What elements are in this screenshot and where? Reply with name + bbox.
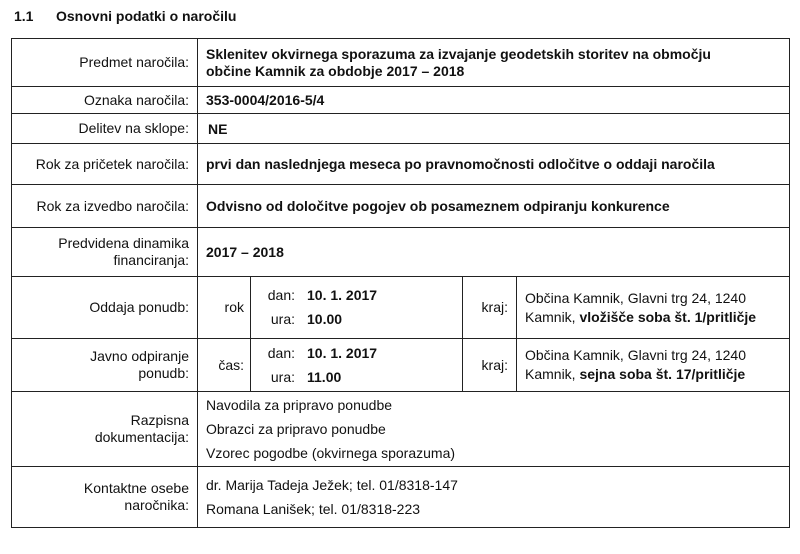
- row-rok-pricetek: [12, 144, 790, 185]
- value-predmet: [198, 39, 790, 87]
- odpiranje-address-room: sejna soba št. 17/pritličje: [579, 366, 746, 382]
- list-item: Obrazci za pripravo ponudbe: [206, 421, 386, 437]
- value-oznaka: 353-0004/2016-5/4: [198, 87, 790, 114]
- row-oddaja: [12, 277, 790, 339]
- label-dokumentacija-line2: dokumentacija:: [94, 429, 189, 445]
- row-delitev: [12, 114, 790, 144]
- oddaja-dan-label: dan:: [267, 287, 295, 303]
- odpiranje-kraj-label: kraj:: [463, 339, 517, 392]
- label-dinamika: [12, 228, 198, 277]
- label-dinamika-line1: Predvidena dinamika: [58, 235, 189, 251]
- row-predmet: [12, 39, 790, 87]
- odpiranje-address-line2: [525, 365, 789, 384]
- value-rok-izvedba: Odvisno od določitve pogojev ob posameznem odpiranju konkurence: [198, 185, 790, 228]
- odpiranje-ura-label: ura:: [270, 368, 295, 385]
- value-predmet-line1: Sklenitev okvirnega sporazuma za izvajanje geodetskih storitev na območju: [206, 45, 711, 62]
- value-predmet-line2: občine Kamnik za obdobje 2017 – 2018: [206, 62, 465, 79]
- label-oznaka: Oznaka naročila:: [12, 87, 198, 114]
- oddaja-address-line2: [525, 308, 789, 327]
- oddaja-address-line1: Občina Kamnik, Glavni trg 24, 1240: [525, 289, 747, 306]
- label-odpiranje-line2: ponudb:: [138, 365, 189, 381]
- row-kontakt: [12, 467, 790, 528]
- row-dokumentacija: [12, 392, 790, 467]
- label-dinamika-line2: financiranja:: [113, 252, 189, 268]
- odpiranje-dan-label: dan:: [267, 344, 295, 361]
- label-delitev: Delitev na sklope:: [12, 114, 198, 144]
- label-dokumentacija: [12, 392, 198, 467]
- value-dinamika: 2017 – 2018: [198, 228, 790, 277]
- section-heading: [14, 8, 236, 24]
- value-delitev: NE: [198, 114, 790, 144]
- oddaja-ura-label: ura:: [270, 311, 295, 327]
- oddaja-sub-label: rok: [198, 277, 251, 339]
- odpiranje-dan-value: 10. 1. 2017: [307, 344, 378, 361]
- row-oznaka: [12, 87, 790, 114]
- label-predmet: Predmet naročila:: [12, 39, 198, 87]
- oddaja-datetime: [251, 277, 463, 339]
- list-item: Vzorec pogodbe (okvirnega sporazuma): [206, 445, 456, 461]
- value-kontakt: [198, 467, 790, 528]
- order-details-table: [11, 38, 790, 528]
- section-number: 1.1: [14, 8, 34, 24]
- odpiranje-address: [517, 339, 790, 392]
- odpiranje-address-city: Kamnik,: [525, 366, 580, 382]
- label-odpiranje: [12, 339, 198, 392]
- label-odpiranje-line1: Javno odpiranje: [90, 348, 189, 364]
- label-rok-izvedba: Rok za izvedbo naročila:: [12, 185, 198, 228]
- label-dokumentacija-line1: Razpisna: [130, 412, 189, 428]
- label-kontakt-line2: naročnika:: [124, 497, 189, 513]
- oddaja-dan-value: 10. 1. 2017: [307, 287, 378, 303]
- value-dokumentacija: [198, 392, 790, 467]
- list-item: Romana Lanišek; tel. 01/8318-223: [206, 501, 421, 517]
- oddaja-kraj-label: kraj:: [463, 277, 517, 339]
- label-kontakt-line1: Kontaktne osebe: [83, 480, 189, 496]
- row-dinamika: [12, 228, 790, 277]
- odpiranje-address-line1: Občina Kamnik, Glavni trg 24, 1240: [525, 347, 747, 363]
- oddaja-ura-value: 10.00: [307, 311, 343, 327]
- row-rok-izvedba: [12, 185, 790, 228]
- list-item: Navodila za pripravo ponudbe: [206, 397, 393, 413]
- odpiranje-ura-value: 11.00: [307, 368, 342, 385]
- label-oddaja: Oddaja ponudb:: [12, 277, 198, 339]
- odpiranje-sub-label: čas:: [198, 339, 251, 392]
- odpiranje-datetime: [251, 339, 463, 392]
- label-kontakt: [12, 467, 198, 528]
- oddaja-address-city: Kamnik,: [525, 308, 580, 325]
- list-item: dr. Marija Tadeja Ježek; tel. 01/8318-147: [206, 477, 458, 493]
- section-title: Osnovni podatki o naročilu: [56, 8, 237, 24]
- row-odpiranje: [12, 339, 790, 392]
- oddaja-address-room: vložišče soba št. 1/pritličje: [579, 308, 757, 325]
- oddaja-address: [517, 277, 790, 339]
- value-rok-pricetek: prvi dan naslednjega meseca po pravnomočnosti odločitve o oddaji naročila: [198, 144, 790, 185]
- label-rok-pricetek: Rok za pričetek naročila:: [12, 144, 198, 185]
